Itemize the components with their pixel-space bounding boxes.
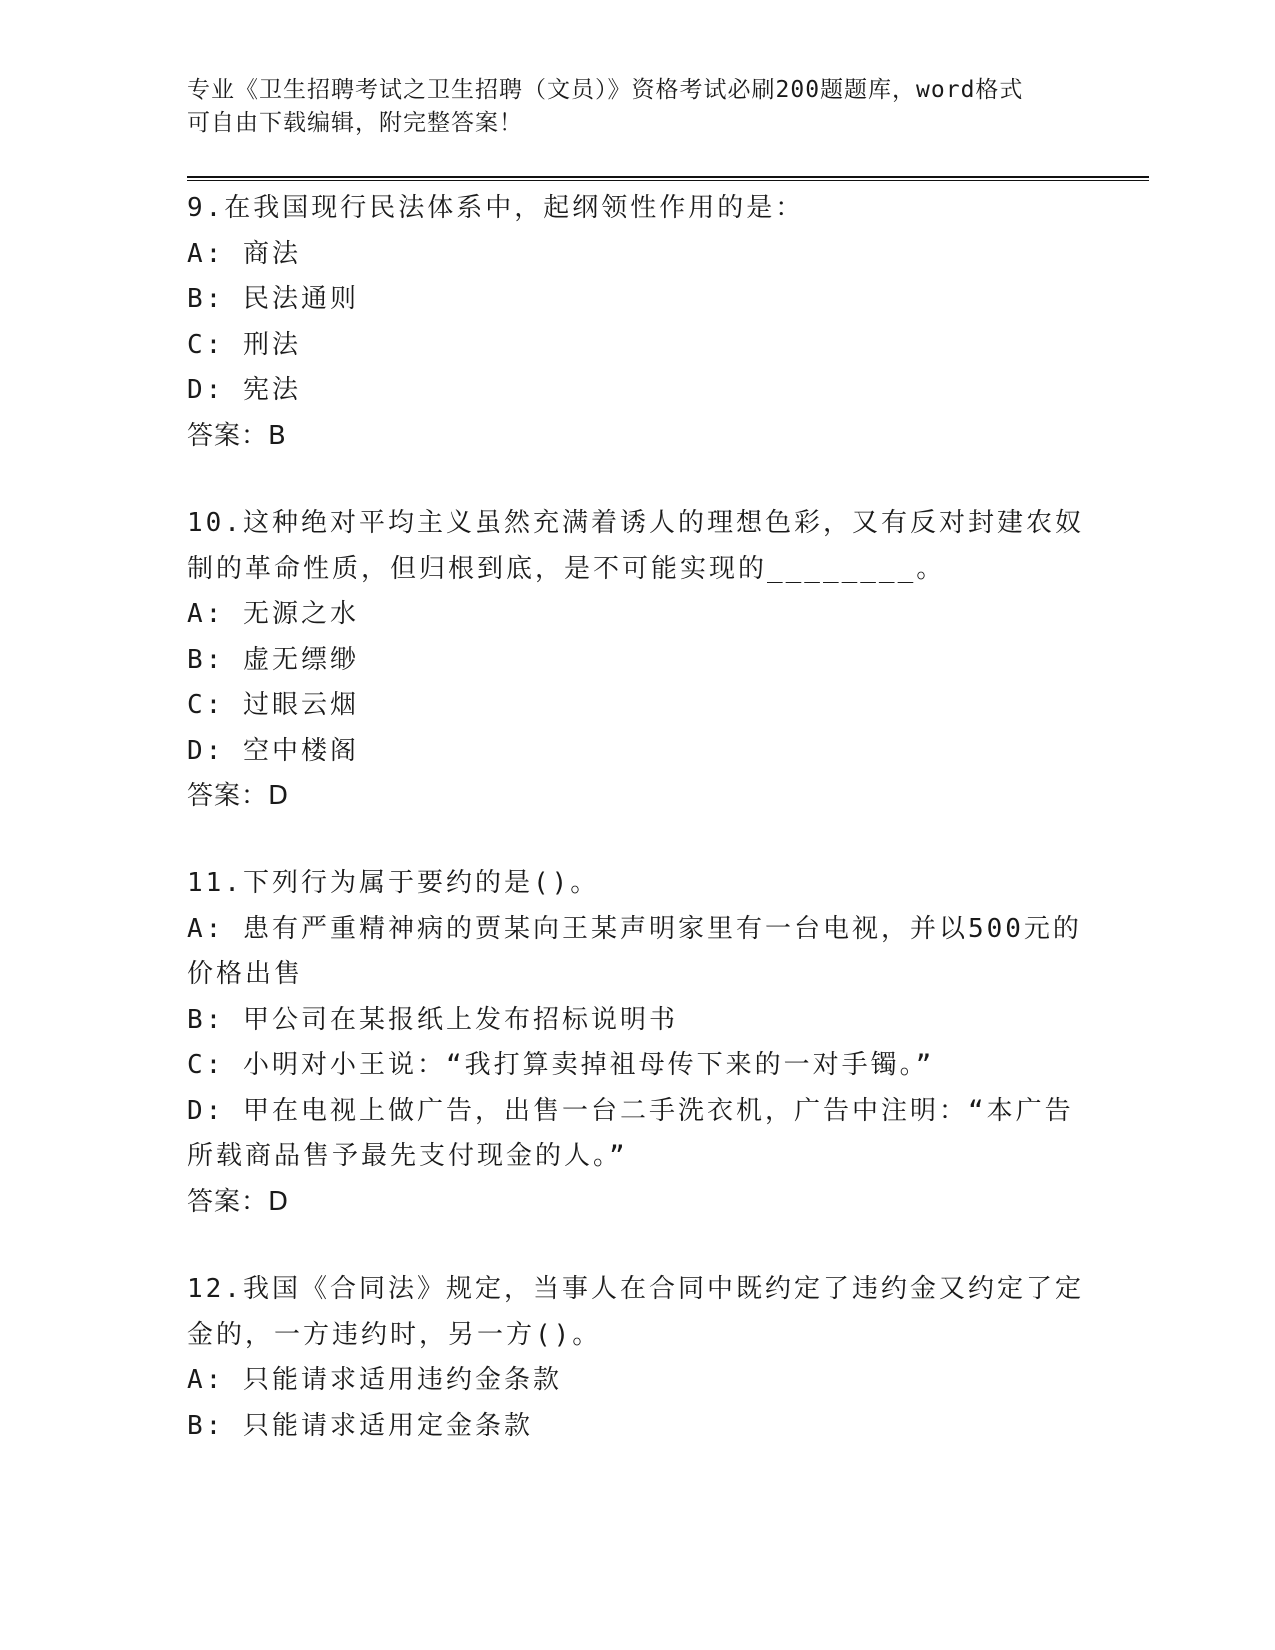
option-c: C: 小明对小王说：“我打算卖掉祖母传下来的一对手镯。” [187, 1050, 935, 1080]
option-c: C: 刑法 [187, 329, 301, 360]
option-b: B: 民法通则 [187, 284, 359, 314]
header-line-2: 可自由下载编辑，附完整答案！ [187, 110, 523, 136]
question-text: 金的，一方违约时，另一方()。 [187, 1319, 602, 1350]
option-a: A: 只能请求适用违约金条款 [187, 1365, 562, 1395]
header-divider [187, 176, 1149, 181]
option-d: D: 甲在电视上做广告，出售一台二手洗衣机，广告中注明：“本广告 [187, 1095, 1074, 1126]
header-line-1: 专业《卫生招聘考试之卫生招聘（文员）》资格考试必刷200题题库，word格式 [187, 77, 1024, 103]
question-text: 制的革命性质，但归根到底，是不可能实现的________。 [187, 553, 946, 584]
option-c: C: 过眼云烟 [187, 690, 359, 720]
option-a: A: 无源之水 [187, 599, 359, 629]
option-b: B: 只能请求适用定金条款 [187, 1410, 533, 1441]
question-12 [187, 1267, 1087, 1449]
option-a: A: 患有严重精神病的贾某向王某声明家里有一台电视，并以500元的 [187, 913, 1082, 944]
answer-label: 答案：D [187, 1186, 290, 1217]
question-text: 10.这种绝对平均主义虽然充满着诱人的理想色彩，又有反对封建农奴 [187, 508, 1084, 538]
option-d-continued: 所载商品售予最先支付现金的人。” [187, 1141, 628, 1171]
answer-label: 答案：D [187, 781, 290, 811]
option-d: D: 空中楼阁 [187, 735, 359, 766]
question-10 [187, 501, 1087, 820]
document-header [187, 74, 1087, 140]
answer-label: 答案：B [187, 420, 287, 451]
question-text: 11.下列行为属于要约的是()。 [187, 868, 600, 898]
option-d: D: 宪法 [187, 375, 301, 405]
option-a: A: 商法 [187, 238, 301, 269]
option-a-continued: 价格出售 [187, 959, 304, 989]
question-text: 12.我国《合同法》规定，当事人在合同中既约定了违约金又约定了定 [187, 1274, 1084, 1304]
option-b: B: 甲公司在某报纸上发布招标说明书 [187, 1004, 678, 1035]
question-11 [187, 861, 1087, 1225]
option-b: B: 虚无缥缈 [187, 644, 359, 675]
question-text: 9.在我国现行民法体系中，起纲领性作用的是： [187, 193, 805, 223]
question-9 [187, 186, 1087, 459]
